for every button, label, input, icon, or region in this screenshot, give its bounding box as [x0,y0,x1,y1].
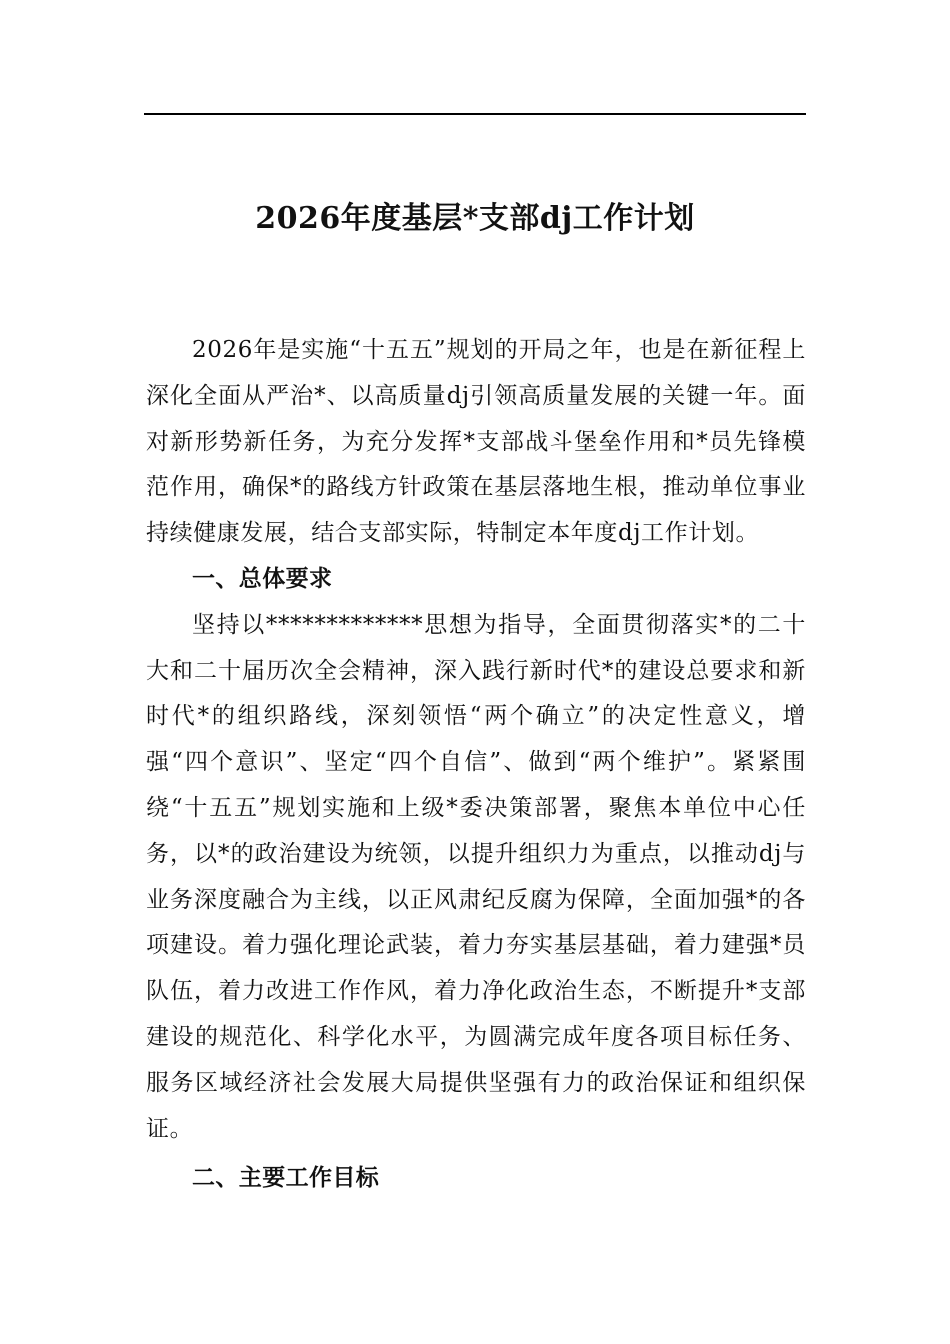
header-rule [144,113,806,115]
section-heading-overall-requirements: 一、总体要求 [192,565,333,592]
section-paragraph-overall-requirements: 坚持以*************思想为指导，全面贯彻落实*的二十大和二十届历次全会精神，深入践行新时代*的建设总要求和新时代*的组织路线，深刻领悟“两个确立”的决定性意义，增强“四个意识”、坚定“四个自信”、做到“两个维护”。紧紧围绕“十五五”规划实施和上级*委决策部署，聚焦本单位中心任务，以*的政治建设为统领，以提升组织力为重点，以推动dj与业务深度融合为主线，以正风肃纪反腐为保障，全面加强*的各项建设。着力强化理论武装，着力夯实基层基础，着力建强*员队伍，着力改进工作作风，着力净化政治生态，不断提升*支部建设的规范化、科学化水平，为圆满完成年度各项目标任务、服务区域经济社会发展大局提供坚强有力的政治保证和组织保证。 [146,611,806,1142]
document-title: 2026年度基层*支部dj工作计划 [255,201,695,236]
document-body [146,328,806,1202]
intro-paragraph: 2026年是实施“十五五”规划的开局之年，也是在新征程上深化全面从严治*、以高质量dj引领高质量发展的关键一年。面对新形势新任务，为充分发挥*支部战斗堡垒作用和*员先锋模范作用，确保*的路线方针政策在基层落地生根，推动单位事业持续健康发展，结合支部实际，特制定本年度dj工作计划。 [146,337,806,547]
section-heading-main-goals: 二、主要工作目标 [192,1165,380,1192]
